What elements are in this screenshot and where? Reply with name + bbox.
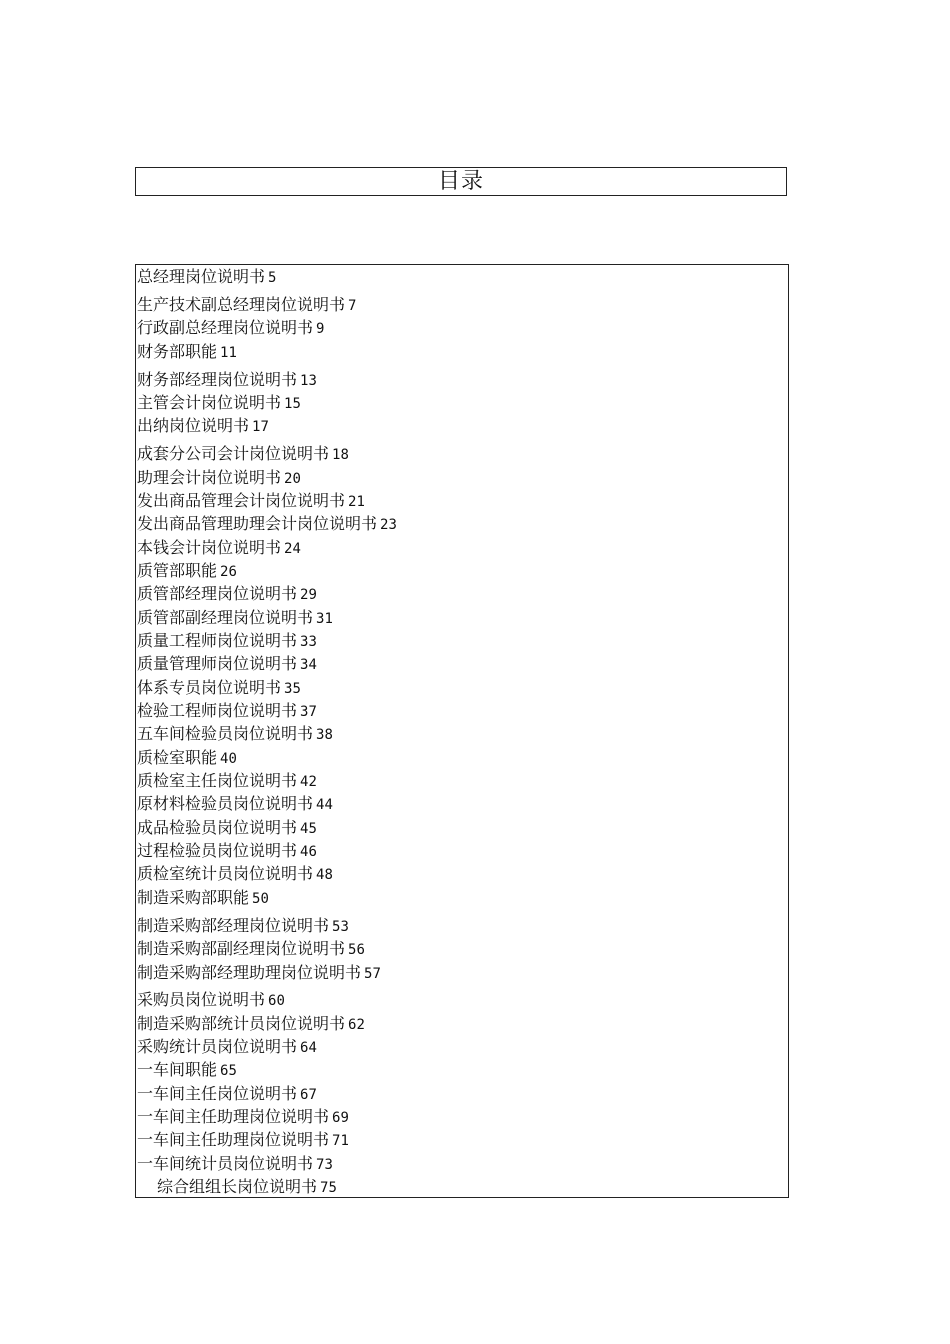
- toc-entry[interactable]: [137, 631, 317, 652]
- toc-entry-page: 57: [364, 966, 381, 982]
- toc-entry-label: 出纳岗位说明书: [137, 416, 250, 435]
- toc-entry[interactable]: [137, 678, 301, 699]
- toc-entry[interactable]: [137, 1037, 317, 1058]
- toc-entry-label: 制造采购部副经理岗位说明书: [137, 939, 346, 958]
- toc-entry[interactable]: [137, 888, 269, 909]
- toc-entry[interactable]: [137, 771, 317, 792]
- toc-entry-label: 采购员岗位说明书: [137, 990, 266, 1009]
- toc-entry-page: 37: [300, 704, 317, 720]
- toc-entry-page: 48: [316, 867, 333, 883]
- toc-entry-label: 质检室职能: [137, 748, 218, 767]
- toc-entry[interactable]: [137, 1014, 365, 1035]
- toc-entry-page: 45: [300, 821, 317, 837]
- toc-entry-page: 18: [332, 447, 349, 463]
- toc-entry[interactable]: [137, 393, 301, 414]
- toc-entry[interactable]: [137, 584, 317, 605]
- toc-box: [135, 264, 789, 1198]
- toc-entry-label: 成套分公司会计岗位说明书: [137, 444, 330, 463]
- toc-entry-page: 35: [284, 681, 301, 697]
- toc-entry[interactable]: [137, 370, 317, 391]
- toc-entry-page: 62: [348, 1017, 365, 1033]
- toc-entry[interactable]: [137, 1084, 317, 1105]
- toc-entry-label: 一车间主任助理岗位说明书: [137, 1130, 330, 1149]
- toc-entry[interactable]: [137, 963, 381, 984]
- toc-entry-page: 38: [316, 727, 333, 743]
- toc-entry-page: 40: [220, 751, 237, 767]
- toc-entry[interactable]: [137, 608, 333, 629]
- toc-entry-label: 生产技术副总经理岗位说明书: [137, 295, 346, 314]
- toc-entry-label: 行政副总经理岗位说明书: [137, 318, 314, 337]
- toc-entry-page: 24: [284, 541, 301, 557]
- toc-entry[interactable]: [137, 990, 285, 1011]
- toc-entry-page: 50: [252, 891, 269, 907]
- toc-entry-label: 综合组组长岗位说明书: [157, 1177, 318, 1196]
- toc-entry[interactable]: [137, 701, 317, 722]
- toc-entry-label: 原材料检验员岗位说明书: [137, 794, 314, 813]
- toc-entry-label: 质管部经理岗位说明书: [137, 584, 298, 603]
- toc-entry-page: 56: [348, 942, 365, 958]
- toc-entry-page: 69: [332, 1110, 349, 1126]
- toc-entry-page: 73: [316, 1157, 333, 1173]
- toc-entry[interactable]: [137, 939, 365, 960]
- toc-entry-page: 42: [300, 774, 317, 790]
- toc-entry-label: 质管部副经理岗位说明书: [137, 608, 314, 627]
- toc-entry-label: 采购统计员岗位说明书: [137, 1037, 298, 1056]
- toc-entry-label: 过程检验员岗位说明书: [137, 841, 298, 860]
- toc-entry-label: 总经理岗位说明书: [137, 267, 266, 286]
- toc-entry-label: 检验工程师岗位说明书: [137, 701, 298, 720]
- toc-entry[interactable]: [137, 794, 333, 815]
- toc-entry-label: 制造采购部职能: [137, 888, 250, 907]
- toc-entry-page: 33: [300, 634, 317, 650]
- toc-entry[interactable]: [137, 444, 349, 465]
- toc-entry-label: 质检室统计员岗位说明书: [137, 864, 314, 883]
- toc-entry-label: 质量管理师岗位说明书: [137, 654, 298, 673]
- toc-entry[interactable]: [137, 318, 324, 339]
- toc-entry[interactable]: [137, 841, 317, 862]
- toc-entry[interactable]: [137, 491, 365, 512]
- toc-entry-page: 31: [316, 611, 333, 627]
- toc-entry-page: 15: [284, 396, 301, 412]
- toc-entry-label: 一车间主任助理岗位说明书: [137, 1107, 330, 1126]
- toc-entry-page: 71: [332, 1133, 349, 1149]
- toc-entry[interactable]: [157, 1177, 337, 1198]
- toc-entry[interactable]: [137, 538, 301, 559]
- toc-entry-label: 质检室主任岗位说明书: [137, 771, 298, 790]
- toc-entry-page: 9: [316, 321, 325, 337]
- toc-entry-label: 五车间检验员岗位说明书: [137, 724, 314, 743]
- toc-entry[interactable]: [137, 295, 356, 316]
- toc-entry-label: 质管部职能: [137, 561, 218, 580]
- toc-entry-page: 44: [316, 797, 333, 813]
- toc-entry[interactable]: [137, 514, 397, 535]
- toc-entry-label: 制造采购部经理助理岗位说明书: [137, 963, 362, 982]
- toc-entry-page: 53: [332, 919, 349, 935]
- toc-entry-label: 助理会计岗位说明书: [137, 468, 282, 487]
- toc-entry[interactable]: [137, 724, 333, 745]
- toc-entry[interactable]: [137, 654, 317, 675]
- toc-entry-page: 21: [348, 494, 365, 510]
- toc-entry-page: 75: [320, 1180, 337, 1196]
- toc-entry-page: 7: [348, 298, 357, 314]
- toc-entry-label: 质量工程师岗位说明书: [137, 631, 298, 650]
- page-title: 目录: [437, 169, 484, 194]
- toc-entry[interactable]: [137, 1107, 349, 1128]
- toc-entry-page: 17: [252, 419, 269, 435]
- toc-entry-label: 一车间主任岗位说明书: [137, 1084, 298, 1103]
- toc-entry-page: 65: [220, 1063, 237, 1079]
- toc-entry-label: 体系专员岗位说明书: [137, 678, 282, 697]
- toc-entry-label: 制造采购部经理岗位说明书: [137, 916, 330, 935]
- toc-entry[interactable]: [137, 561, 237, 582]
- toc-entry-label: 主管会计岗位说明书: [137, 393, 282, 412]
- toc-entry-page: 46: [300, 844, 317, 860]
- toc-entry[interactable]: [137, 748, 237, 769]
- toc-entry[interactable]: [137, 1154, 333, 1175]
- toc-entry-label: 一车间职能: [137, 1060, 218, 1079]
- toc-entry-label: 制造采购部统计员岗位说明书: [137, 1014, 346, 1033]
- toc-title-box: [135, 167, 787, 196]
- toc-entry-page: 13: [300, 373, 317, 389]
- toc-entry-label: 一车间统计员岗位说明书: [137, 1154, 314, 1173]
- toc-entry[interactable]: [137, 1060, 237, 1081]
- toc-entry-label: 成品检验员岗位说明书: [137, 818, 298, 837]
- toc-entry-label: 本钱会计岗位说明书: [137, 538, 282, 557]
- toc-entry-page: 26: [220, 564, 237, 580]
- toc-entry-page: 11: [220, 345, 237, 361]
- toc-entry-label: 发出商品管理会计岗位说明书: [137, 491, 346, 510]
- toc-entry[interactable]: [137, 1130, 349, 1151]
- toc-entry-label: 发出商品管理助理会计岗位说明书: [137, 514, 378, 533]
- toc-entry-label: 财务部经理岗位说明书: [137, 370, 298, 389]
- toc-entry[interactable]: [137, 468, 301, 489]
- toc-entry[interactable]: [137, 416, 269, 437]
- toc-entry[interactable]: [137, 267, 276, 288]
- toc-entry-page: 29: [300, 587, 317, 603]
- toc-entry-page: 60: [268, 993, 285, 1009]
- toc-entry-page: 23: [380, 517, 397, 533]
- toc-entry-page: 20: [284, 471, 301, 487]
- toc-entry[interactable]: [137, 916, 349, 937]
- toc-entry[interactable]: [137, 342, 237, 363]
- toc-entry[interactable]: [137, 818, 317, 839]
- toc-entry-label: 财务部职能: [137, 342, 218, 361]
- toc-entry-page: 5: [268, 270, 277, 286]
- toc-entry-page: 34: [300, 657, 317, 673]
- toc-entry[interactable]: [137, 864, 333, 885]
- toc-entry-page: 64: [300, 1040, 317, 1056]
- toc-entry-page: 67: [300, 1087, 317, 1103]
